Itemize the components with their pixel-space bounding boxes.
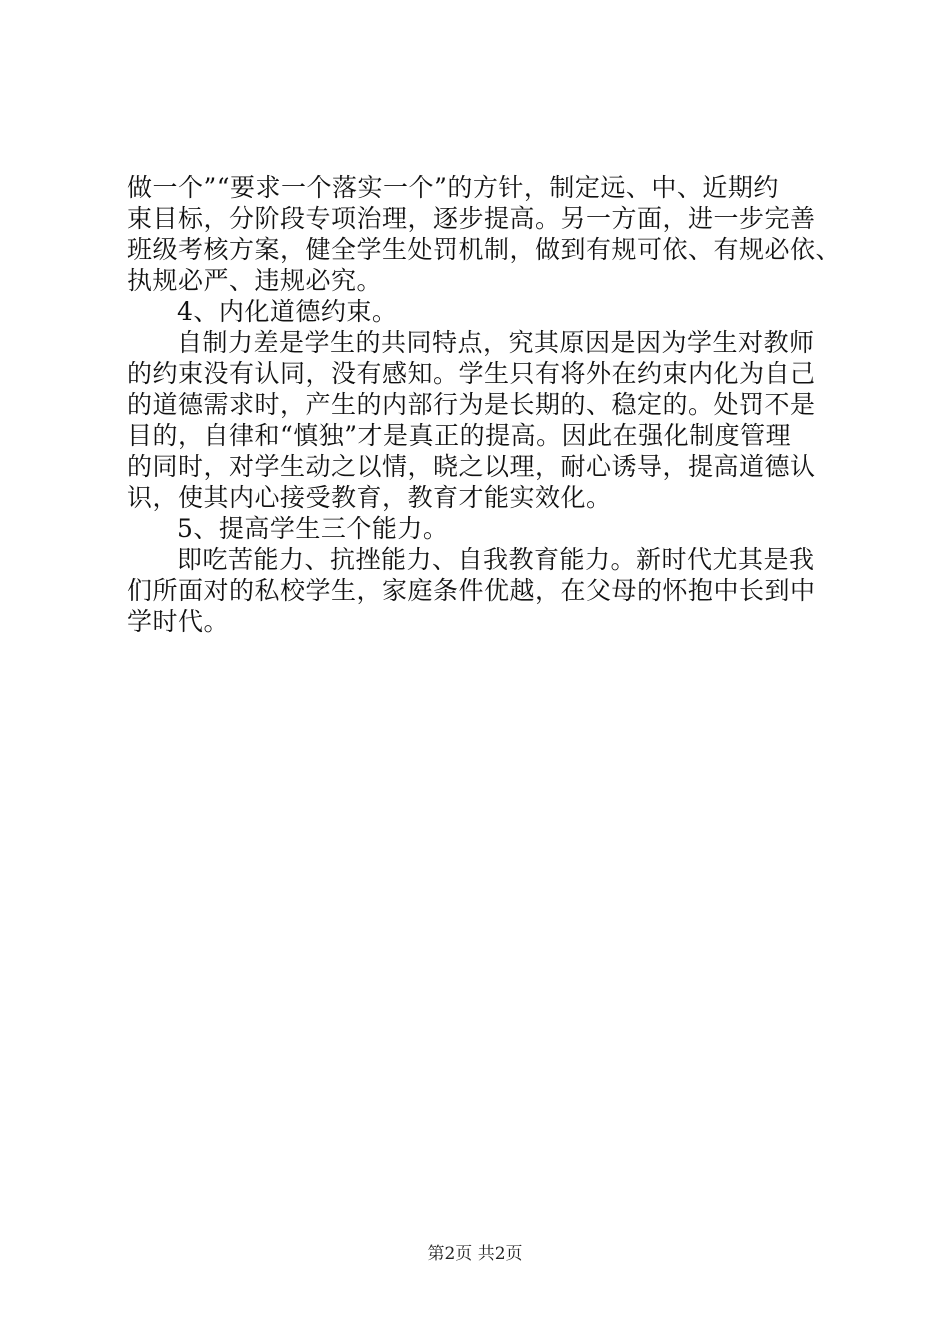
text-line: 束目标，分阶段专项治理，逐步提高。另一方面，进一步完善 [127,204,816,233]
text-line: 自制力差是学生的共同特点，究其原因是因为学生对教师 [177,328,815,357]
text-line: 做一个”“要求一个落实一个”的方针，制定远、中、近期约 [127,173,779,202]
text-line: 的约束没有认同，没有感知。学生只有将外在约束内化为自己 [127,359,816,388]
text-line: 识，使其内心接受教育，教育才能实效化。 [127,483,612,512]
section-heading-5: 5、提高学生三个能力。 [177,514,449,543]
text-line: 的同时，对学生动之以情，晓之以理，耐心诱导，提高道德认 [127,452,816,481]
text-line: 的道德需求时，产生的内部行为是长期的、稳定的。处罚不是 [127,390,816,419]
text-line: 班级考核方案，健全学生处罚机制，做到有规可依、有规必依、 [127,235,842,264]
text-line: 即吃苦能力、抗挫能力、自我教育能力。新时代尤其是我 [177,545,815,574]
text-line: 执规必严、违规必究。 [127,266,383,295]
page-footer: 第2页 共2页 [427,1244,523,1264]
text-line: 们所面对的私校学生，家庭条件优越，在父母的怀抱中长到中 [127,576,816,605]
text-line: 学时代。 [127,607,230,636]
document-body [127,172,842,637]
text-line: 目的，自律和“慎独”才是真正的提高。因此在强化制度管理 [127,421,792,450]
section-heading-4: 4、内化道德约束。 [177,297,398,326]
